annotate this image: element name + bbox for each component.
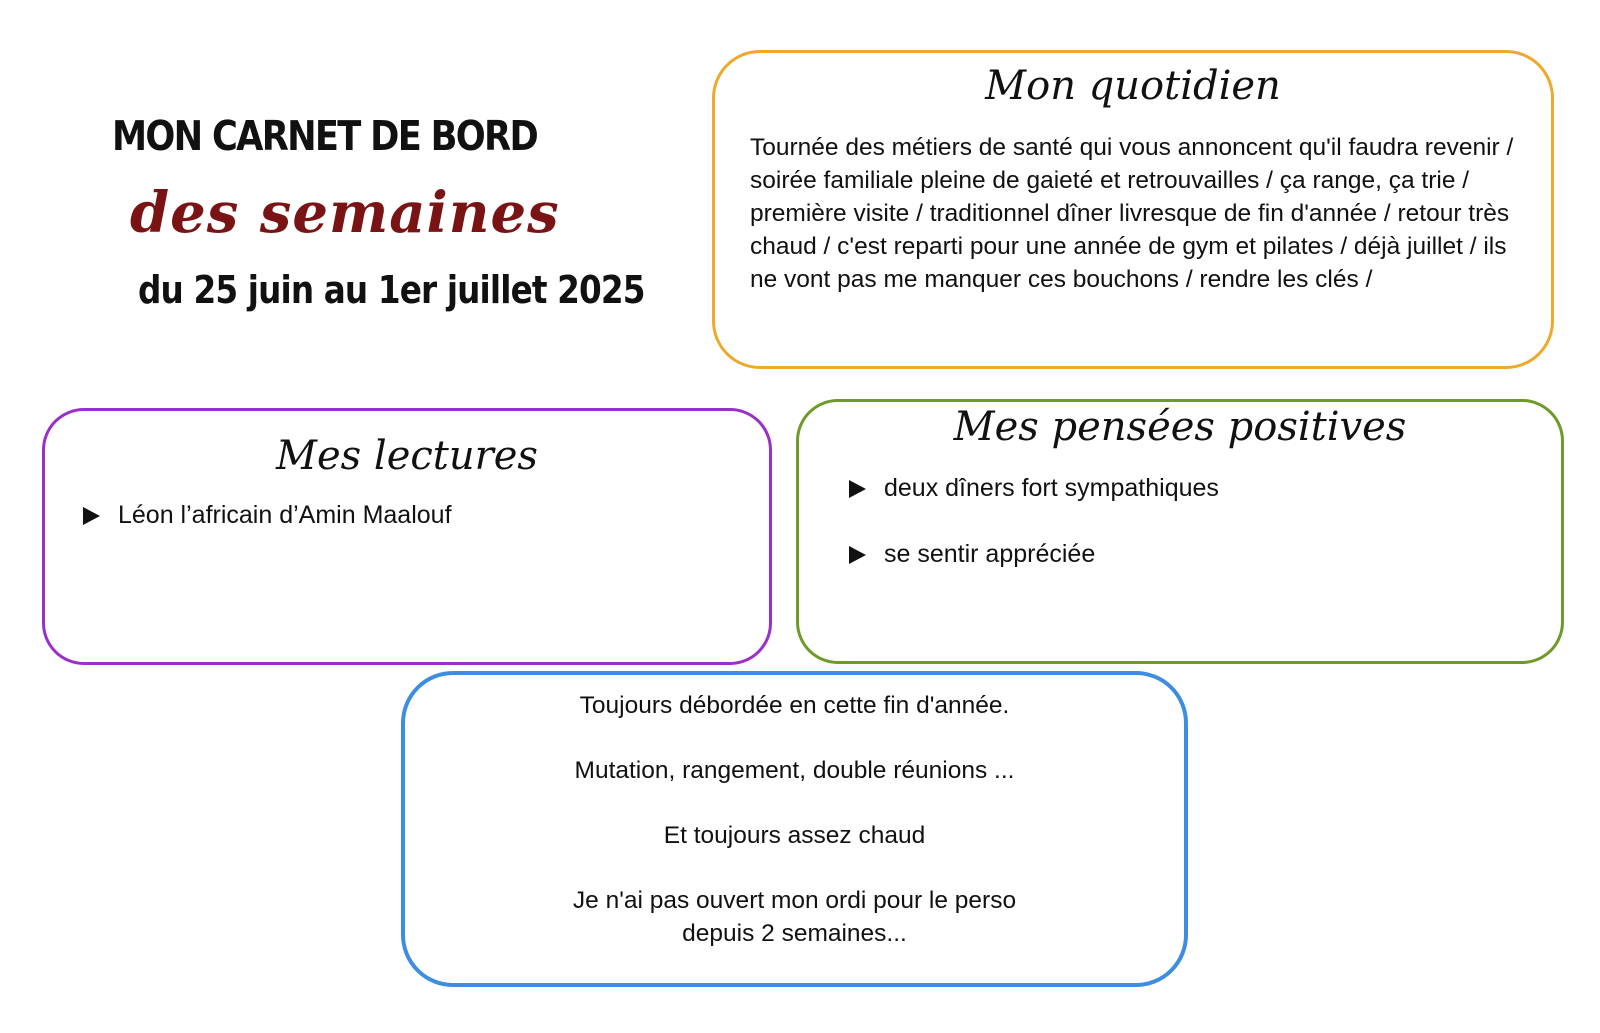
lectures-item-label: Léon l’africain d’Amin Maalouf bbox=[118, 501, 452, 529]
bottom-note-box bbox=[401, 671, 1188, 987]
list-item bbox=[83, 501, 452, 530]
bottom-note-line: Mutation, rangement, double réunions ... bbox=[574, 757, 1015, 784]
bottom-note-text bbox=[405, 689, 1184, 950]
bottom-note-line-part: Je n'ai pas ouvert mon ordi pour le perso bbox=[572, 887, 1017, 914]
pensees-list bbox=[849, 474, 1219, 606]
bullet-triangle-icon bbox=[849, 546, 866, 564]
bottom-note-line-part: depuis 2 semaines... bbox=[682, 920, 907, 947]
quotidien-title: Mon quotidien bbox=[985, 63, 1281, 109]
date-range: du 25 juin au 1er juillet 2025 bbox=[138, 268, 645, 312]
quotidien-box bbox=[712, 50, 1554, 369]
lectures-box bbox=[42, 408, 772, 665]
bottom-note-line: Et toujours assez chaud bbox=[663, 822, 926, 849]
page-subtitle: des semaines bbox=[130, 180, 560, 246]
pensees-title: Mes pensées positives bbox=[953, 404, 1407, 450]
list-item bbox=[849, 540, 1219, 569]
bullet-triangle-icon bbox=[83, 507, 100, 525]
page-title: MON CARNET DE BORD bbox=[112, 112, 538, 160]
bullet-triangle-icon bbox=[849, 480, 866, 498]
pensees-item-label: deux dîners fort sympathiques bbox=[884, 474, 1219, 502]
bottom-note-line bbox=[405, 884, 1184, 950]
list-item bbox=[849, 474, 1219, 503]
pensees-box bbox=[796, 399, 1564, 664]
pensees-item-label: se sentir appréciée bbox=[884, 540, 1096, 568]
quotidien-text: Tournée des métiers de santé qui vous annoncent qu'il faudra revenir / soirée familiale pleine de gaieté et retrouvailles / ça range, ça trie / première visite / traditionnel dîner livresque de fin d'année / retour très chaud / c'est reparti pour une année de gym et pilates / déjà juillet / ils ne vont pas me manquer ces bouchons / rendre les clés / bbox=[750, 134, 1514, 293]
lectures-title: Mes lectures bbox=[276, 433, 538, 479]
lectures-list bbox=[83, 501, 452, 530]
bottom-note-line: Toujours débordée en cette fin d'année. bbox=[579, 692, 1010, 719]
